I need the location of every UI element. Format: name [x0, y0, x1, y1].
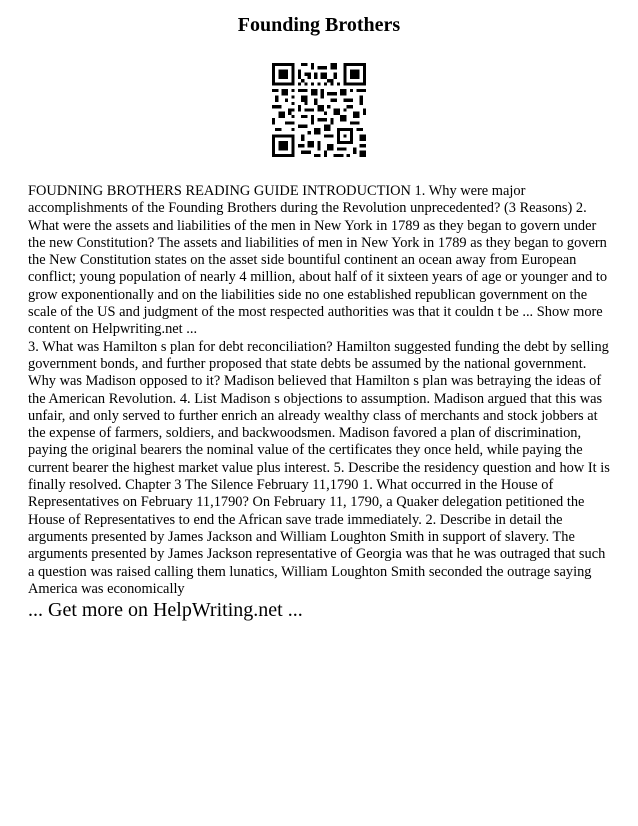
page-title: Founding Brothers	[237, 14, 401, 36]
reading-guide-text	[28, 183, 612, 598]
paragraph-intro: FOUDNING BROTHERS READING GUIDE INTRODUCTION 1. Why were major accomplishments of the Founding Brothers during the Revolution unprecedented? (3 Reasons) 2. What were the assets and liabilities of the men in New York in 1789 as they began to govern under the new Constitution? The assets and liabilities of men in New York in 1789 as they began to govern the New Constitution states on the asset side bountiful continent an ocean away from European conflict; young population of nearly 4 million, about half of it sixteen years of age or younger and to grow exponentionally and on the liabilities side no one established republican government on the scale of the US and judgment of the most respected authorities was that it couldn t be ... Show more content on Helpwriting.net ...	[28, 183, 608, 338]
paragraph-continued: 3. What was Hamilton s plan for debt reconciliation? Hamilton suggested funding the debt by selling government bonds, and further proposed that state debts be assumed by the national government. Why was Madison opposed to it? Madison believed that Hamilton s plan was betraying the ideas of the American Revolution. 4. List Madison s objections to assumption. Madison argued that this was unfair, and only served to further enrich an already wealthy class of merchants and stock jobbers at the expense of farmers, soldiers, and backwoodsmen. Madison favored a plan of discrimination, paying the original bearers the nominal value of the certificates they once held, while paying the current bearer the highest market value plus interest. 5. Describe the residency question and how It is finally resolved. Chapter 3 The Silence February 11,1790 1. What occurred in the House of Representatives on February 11,1790? On February 11, 1790, a Quaker delegation petitioned the House of Representatives to end the African save trade immediately. 2. Describe in detail the arguments presented by James Jackson and William Loughton Smith in support of slavery. The arguments presented by James Jackson representative of Georgia was that he was outraged that such a question was raised calling them lunatics, William Loughton Smith seconded the outrage saying America was economically	[28, 338, 610, 597]
qr-code-icon	[272, 63, 366, 157]
get-more-link[interactable]: ... Get more on HelpWriting.net ...	[28, 599, 303, 621]
